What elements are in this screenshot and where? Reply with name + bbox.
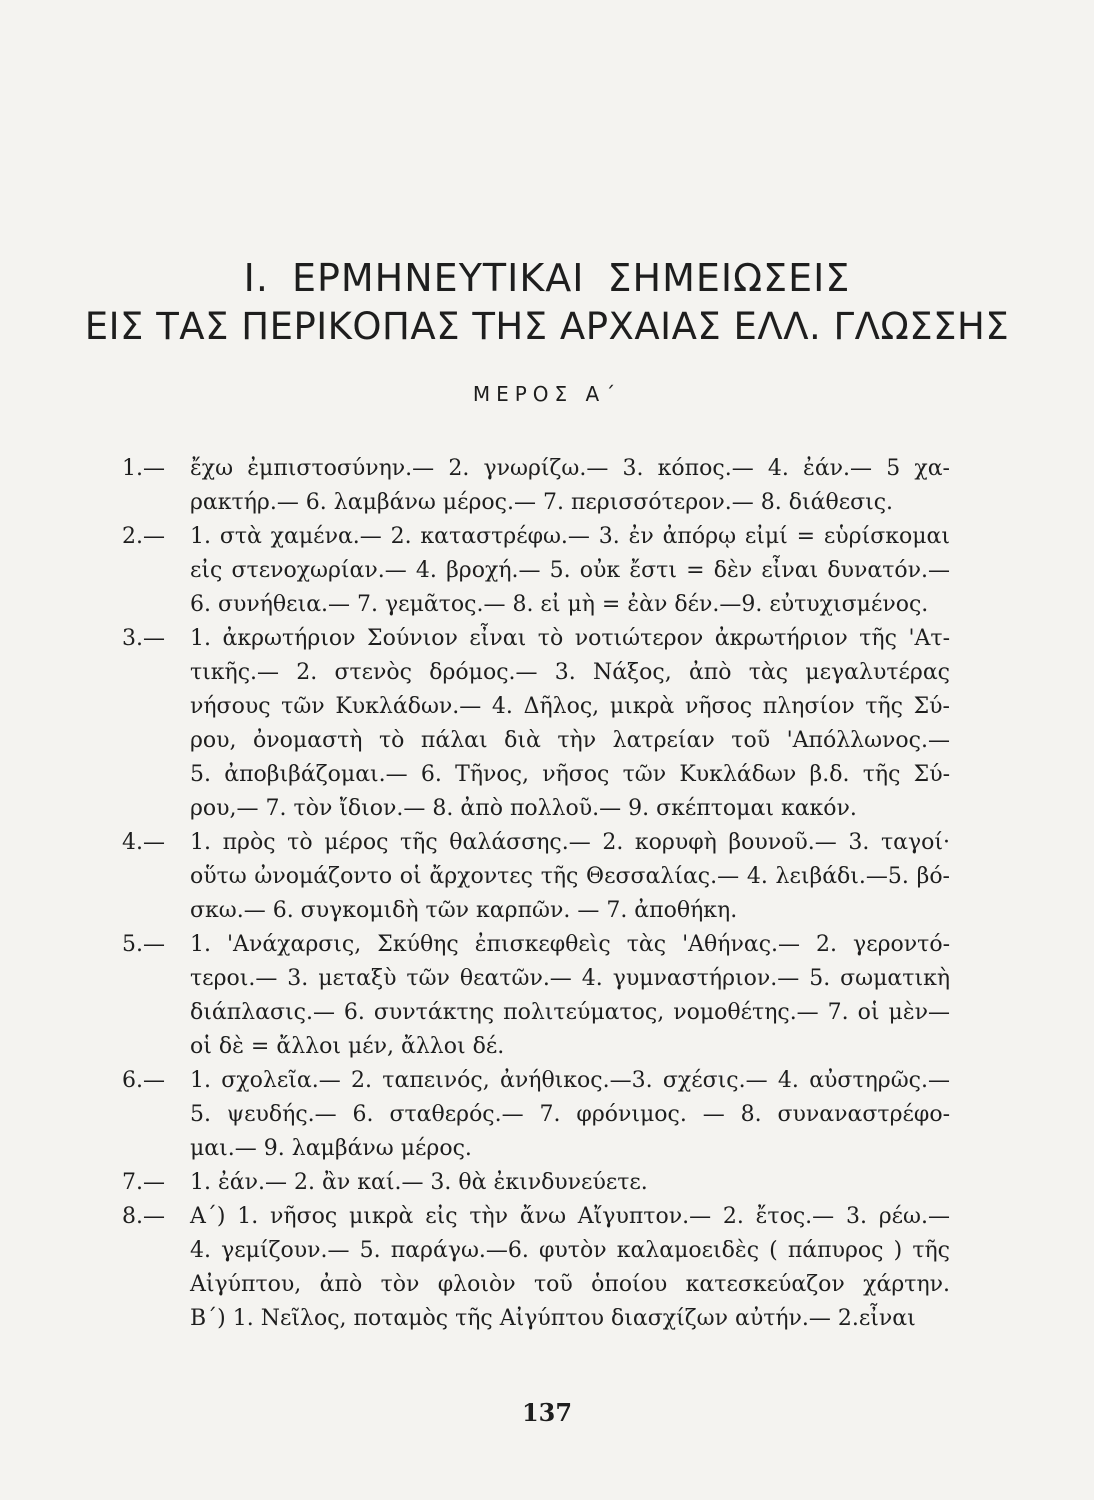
note-line [0,792,1094,826]
note-text: 1. ἐάν.— 2. ἂν καί.— 3. θὰ ἐκινδυνεύετε. [190,1170,648,1195]
note-line [0,996,1094,1030]
note-text: ἔχω ἐμπιστοσύνην.— 2. γνωρίζω.— 3. κόπος.— 4. ἐάν.— 5 χα- [190,456,950,481]
note-text: σκω.— 6. συγκομιδὴ τῶν καρπῶν. — 7. ἀποθήκη. [190,898,738,923]
note-line [0,588,1094,622]
note-text: νήσους τῶν Κυκλάδων.— 4. Δῆλος, μικρὰ νῆσος πλησίον τῆς Σύ- [190,694,950,719]
note-number: 4.— [122,830,165,855]
note-line [0,1268,1094,1302]
note-line [0,656,1094,690]
note-line [0,724,1094,758]
note-line [0,1030,1094,1064]
note-text: 1. πρὸς τὸ μέρος τῆς θαλάσσης.— 2. κορυφὴ βουνοῦ.— 3. ταγοί· [190,830,950,855]
note-line [0,860,1094,894]
note-text: 1. 'Ανάχαρσις, Σκύθης ἐπισκεφθεὶς τὰς 'Αθήνας.— 2. γεροντό- [190,932,950,957]
title-line-1: I. ΕΡΜΗΝΕΥΤΙΚΑΙ ΣΗΜΕΙΩΣΕΙΣ [243,256,851,300]
note-line [0,758,1094,792]
note-text: Β΄) 1. Νεῖλος, ποταμὸς τῆς Αἰγύπτου διασχίζων αὐτήν.— 2.εἶναι [190,1306,916,1331]
note-text: Αἰγύπτου, ἀπὸ τὸν φλοιὸν τοῦ ὁποίου κατεσκεύαζον χάρτην. [190,1272,950,1297]
note-text: τικῆς.— 2. στενὸς δρόμος.— 3. Νάξος, ἀπὸ τὰς μεγαλυτέρας [190,660,950,685]
note-text: 6. συνήθεια.— 7. γεμᾶτος.— 8. εἰ μὴ = ἐὰν δέν.—9. εὐτυχισμένος. [190,592,929,617]
note-line [0,486,1094,520]
note-text: 1. σχολεῖα.— 2. ταπεινός, ἀνήθικος.—3. σχέσις.— 4. αὐστηρῶς.— [190,1068,950,1093]
note-text: οἱ δὲ = ἄλλοι μέν, ἄλλοι δέ. [190,1034,505,1059]
note-text: διάπλασις.— 6. συντάκτης πολιτεύματος, νομοθέτης.— 7. οἱ μὲν— [190,1000,950,1025]
note-text: ρακτήρ.— 6. λαμβάνω μέρος.— 7. περισσότερον.— 8. διάθεσις. [190,490,894,515]
note-text: ρου,— 7. τὸν ἴδιον.— 8. ἀπὸ πολλοῦ.— 9. σκέπτομαι κακόν. [190,796,857,821]
note-text: οὕτω ὠνομάζοντο οἱ ἄρχοντες τῆς Θεσσαλίας.— 4. λειβάδι.—5. βό- [190,864,950,889]
note-text: Α΄) 1. νῆσος μικρὰ εἰς τὴν ἄνω Αἴγυπτον.— 2. ἔτος.— 3. ρέω.— [190,1204,950,1229]
note-number: 3.— [122,626,165,651]
title-line-2: ΕΙΣ ΤΑΣ ΠΕΡΙΚΟΠΑΣ ΤΗΣ ΑΡΧΑΙΑΣ ΕΛΛ. ΓΛΩΣΣΗΣ [84,305,1010,348]
note-line [0,1132,1094,1166]
note-line [0,1166,1094,1200]
note-line [0,1302,1094,1336]
note-line [0,962,1094,996]
note-line [0,1064,1094,1098]
note-line [0,1234,1094,1268]
note-text: τεροι.— 3. μεταξὺ τῶν θεατῶν.— 4. γυμναστήριον.— 5. σωματικὴ [190,966,950,991]
note-text: ρου, ὀνομαστὴ τὸ πάλαι διὰ τὴν λατρείαν τοῦ 'Απόλλωνος.— [190,728,950,753]
note-line [0,554,1094,588]
note-line [0,690,1094,724]
note-line [0,928,1094,962]
note-line [0,452,1094,486]
note-number: 2.— [122,524,165,549]
section-heading: ΜΕΡΟΣ Α΄ [472,382,622,406]
note-text: 1. ἀκρωτήριον Σούνιον εἶναι τὸ νοτιώτερον ἀκρωτήριον τῆς 'Ατ- [190,626,950,651]
note-number: 5.— [122,932,165,957]
note-text: 5. ἀποβιβάζομαι.— 6. Τῆνος, νῆσος τῶν Κυκλάδων β.δ. τῆς Σύ- [190,762,950,787]
note-text: 4. γεμίζουν.— 5. παράγω.—6. φυτὸν καλαμοειδὲς ( πάπυρος ) τῆς [190,1238,950,1263]
note-line [0,1200,1094,1234]
note-text: μαι.— 9. λαμβάνω μέρος. [190,1136,472,1161]
note-line [0,826,1094,860]
note-text: 1. στὰ χαμένα.— 2. καταστρέφω.— 3. ἐν ἀπόρῳ εἰμί = εὑρίσκομαι [190,524,950,549]
page-number: 137 [521,1398,573,1427]
note-text: εἰς στενοχωρίαν.— 4. βροχή.— 5. οὐκ ἔστι = δὲν εἶναι δυνατόν.— [190,558,950,583]
note-number: 7.— [122,1170,165,1195]
note-line [0,520,1094,554]
note-text: 5. ψευδής.— 6. σταθερός.— 7. φρόνιμος. — 8. συναναστρέφο- [190,1102,950,1127]
note-number: 8.— [122,1204,165,1229]
note-line [0,1098,1094,1132]
note-number: 1.— [122,456,165,481]
note-line [0,622,1094,656]
note-line [0,894,1094,928]
note-number: 6.— [122,1068,165,1093]
